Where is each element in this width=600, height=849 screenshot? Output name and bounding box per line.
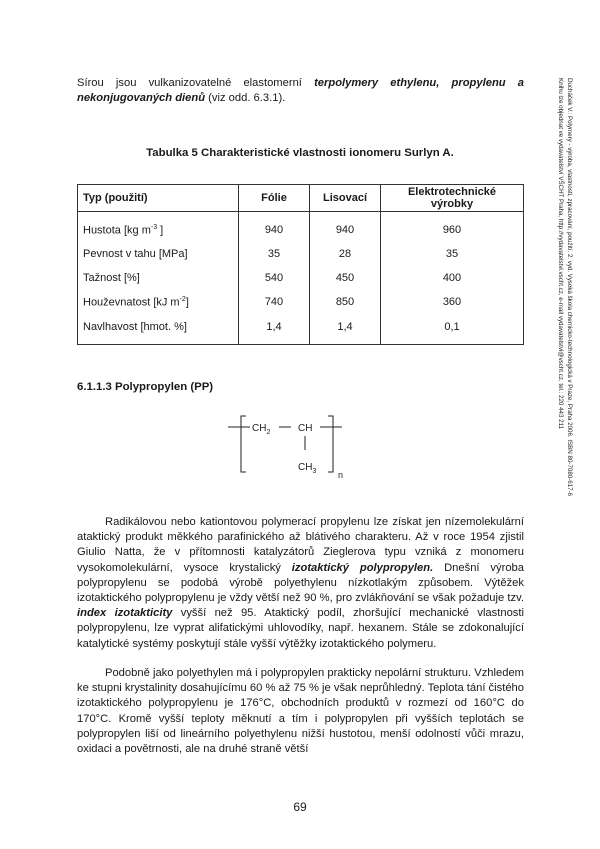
paragraph-polymerization: Radikálovou nebo kationtovou polymerací propylenu lze získat jen nízemolekulární ataktický produkt měkkého parafinického až blátivého charakteru. Až v roce 1954 zjistil Giulio Natta, že v přítomnosti katalyzátorů Zieglerova typu vzniká z monomeru vysokomolekulární, vysoce krystalický izotaktický polypropylen. Dnešní výroba polypropylenu se podobá výrobě polyethylenu nízkotlakým způsobem. Výtěžek izotaktického polypropylenu je vždy větší než 90 %, pro zvlákňování se však požaduje tzv. index izotakticity vyšší než 95. Ataktický podíl, zhoršující mechanické vlastnosti polypropylenu, lze vyprat alifatickými uhlovodíky, např. hexanem. Stále se zdokonalující katalytické systémy poskytují stále vyšší výtěžky izotaktického polymeru.	[77, 516, 524, 650]
page-number: 69	[293, 800, 307, 814]
intro-emphasis-terpolymers: terpolymery ethylenu, propylenu a nekonjugovaných dienů	[77, 77, 524, 105]
row-label: Tažnost [%]	[78, 266, 239, 290]
table-caption: Tabulka 5 Charakteristické vlastnosti ionomeru Surlyn A.	[146, 147, 454, 159]
cell-value: 940	[310, 212, 381, 243]
cell-value: 360	[381, 290, 524, 314]
row-label: Hustota [kg $m^{-3}$ ]	[78, 212, 239, 243]
cell-value: 35	[381, 242, 524, 266]
intro-text-start: Sírou jsou vulkanizovatelné elastomerní	[77, 77, 315, 89]
cell-value: 1,4	[310, 314, 381, 345]
cell-value: 960	[381, 212, 524, 243]
formula-ch3: $CH_3$	[298, 462, 317, 475]
paragraph-properties: Podobně jako polyethylen má i polypropylen prakticky nepolární strukturu. Vzhledem ke stupni krystalinity dosahujícímu 60 % až 75 % je však neprůhledný. Teplota tání čistého izotaktického polypropylenu je 176°C, obchodních produktů v rozmezí od 160°C do 170°C. Kromě vyšší teploty měknutí a tím i polypropylen při vyšších teplotách se polypropylen liší od lineárního polyethylenu nižší hustotou, menší odolností vůči mrazu, oxidaci a povětrnosti, ale na druhé straně větší	[77, 667, 524, 756]
citation-line-2: Knihu lze objednat ve vydavatelství VŠCHT Praha, http://vydavatelstvi.vscht.cz, e-mail vydavatelstvi@vscht.cz, tel.: 220 443 211	[557, 78, 564, 429]
table-row	[78, 266, 524, 290]
cell-value: 0,1	[381, 314, 524, 345]
header-type: Typ (použití)	[78, 185, 239, 212]
intro-text-end: (viz odd. 6.3.1).	[205, 92, 286, 105]
citation-line-1: Ducháček V.: Polymery - výroba, vlastnosti, zpracování, použití. 2. vyd. Vysoká škola chemicko-technologická v Praze, Praha 2006. ISBN 80-7080-617-6	[566, 78, 573, 497]
cell-value: 1,4	[239, 314, 310, 345]
properties-table	[77, 184, 524, 345]
cell-value: 400	[381, 266, 524, 290]
cell-value: 35	[239, 242, 310, 266]
header-molding: Lisovací	[310, 185, 381, 212]
table-row	[78, 290, 524, 314]
section-heading: 6.1.1.3 Polypropylen (PP)	[77, 381, 214, 393]
table-row	[78, 242, 524, 266]
table-header-row	[78, 185, 524, 212]
cell-value: 540	[239, 266, 310, 290]
table-row	[78, 314, 524, 345]
table-row	[78, 212, 524, 243]
cell-value: 940	[239, 212, 310, 243]
row-label: Houževnatost [kJ $m^{-2}$]	[78, 290, 239, 314]
cell-value: 740	[239, 290, 310, 314]
emphasis-isotacticity-index: index izotakticity	[77, 607, 173, 620]
intro-paragraph	[77, 76, 524, 106]
cell-value: 450	[310, 266, 381, 290]
formula-subscript-n: n	[338, 470, 344, 480]
header-film: Fólie	[239, 185, 310, 212]
formula-ch: CH	[298, 423, 313, 434]
header-electrotechnical: Elektrotechnické výrobky	[381, 185, 524, 212]
row-label: Pevnost v tahu [MPa]	[78, 242, 239, 266]
polypropylene-formula	[228, 412, 358, 492]
formula-left-bracket	[241, 416, 246, 472]
emphasis-isotactic-polypropylene: izotaktický polypropylen.	[291, 561, 434, 574]
row-label: Navlhavost [hmot. %]	[78, 314, 239, 345]
cell-value: 28	[310, 242, 381, 266]
cell-value: 850	[310, 290, 381, 314]
formula-ch2: $CH_2$	[252, 423, 271, 436]
formula-right-bracket	[328, 416, 333, 472]
